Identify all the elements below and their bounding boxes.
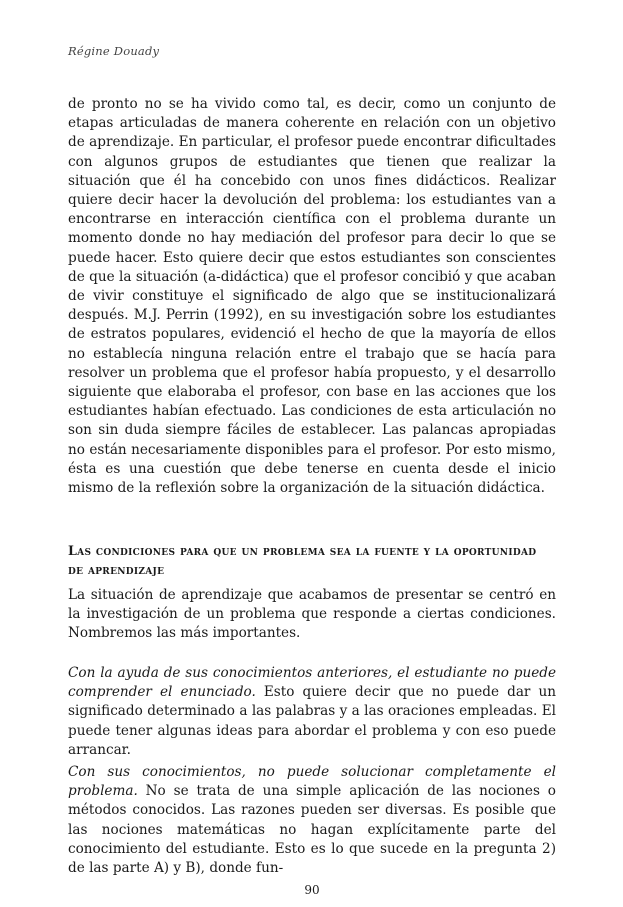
condition-paragraph	[68, 664, 556, 760]
paragraph-text: La situación de aprendizaje que acabamos de presentar se centró en la investigación de un problema que responde a ciertas condiciones. Nombremos las más importantes.	[68, 587, 556, 642]
section-heading: Las condiciones para que un problema sea la fuente y la oportunidad de aprendizaje	[68, 543, 537, 577]
condition-paragraph	[68, 763, 556, 878]
book-page	[68, 0, 556, 907]
condition-statement: Con sus conocimientos, no puede solucionar completamente el problema.	[68, 764, 556, 800]
page-number: 90	[304, 883, 320, 897]
paragraph-text	[68, 664, 556, 760]
paragraph-text: de pronto no se ha vivido como tal, es decir, como un conjunto de etapas articuladas de manera coherente en relación con un objetivo de aprendizaje. En particular, el profesor puede encontrar dificultades con algunos grupos de estudiantes que tienen que realizar la situación que él ha concebido con unos fines didácticos. Realizar quiere decir hacer la devolución del problema: los estudiantes van a encontrarse en interacción científica con el problema durante un momento donde no hay mediación del profesor para decir lo que se puede hacer. Esto quiere decir que estos estudiantes son conscientes de que la situación (a-didáctica) que el profesor concibió y que acaban de vivir constituye el significado de algo que se institucionalizará después. M.J. Perrin (1992), en su investigación sobre los estudiantes de estratos populares, evidenció el hecho de que la mayoría de ellos no establecía ninguna relación entre el trabajo que se hacía para resolver un problema que el profesor había propuesto, y el desarrollo siguiente que elaboraba el profesor, con base en las acciones que los estudiantes habían efectuado. Las condiciones de esta articulación no son sin duda siempre fáciles de establecer. Las palancas apropiadas no están necesariamente disponibles para el profesor. Por esto mismo, ésta es una cuestión que debe tenerse en cuenta desde el inicio mismo de la reflexión sobre la organización de la situación didáctica.	[68, 96, 556, 497]
condition-statement: Con la ayuda de sus conocimientos anteriores, el estudiante no puede comprender el enunciado.	[68, 665, 556, 701]
condition-explanation: Esto quiere decir que no puede dar un significado determinado a las palabras y a las oraciones empleadas. El puede tener algunas ideas para abordar el problema y con eso puede arrancar.	[68, 684, 557, 758]
running-head: Régine Douady	[68, 44, 160, 58]
paragraph-text	[68, 763, 556, 878]
body-paragraph	[68, 95, 556, 498]
condition-explanation: No se trata de una simple aplicación de las nociones o métodos conocidos. Las razones pueden ser diversas. Es posible que las nociones matemáticas no hagan explícitamente parte del conocimiento del estudiante. Esto es lo que sucede en la pregunta 2) de las parte A) y B), donde fun-	[68, 783, 556, 877]
body-paragraph	[68, 586, 556, 644]
